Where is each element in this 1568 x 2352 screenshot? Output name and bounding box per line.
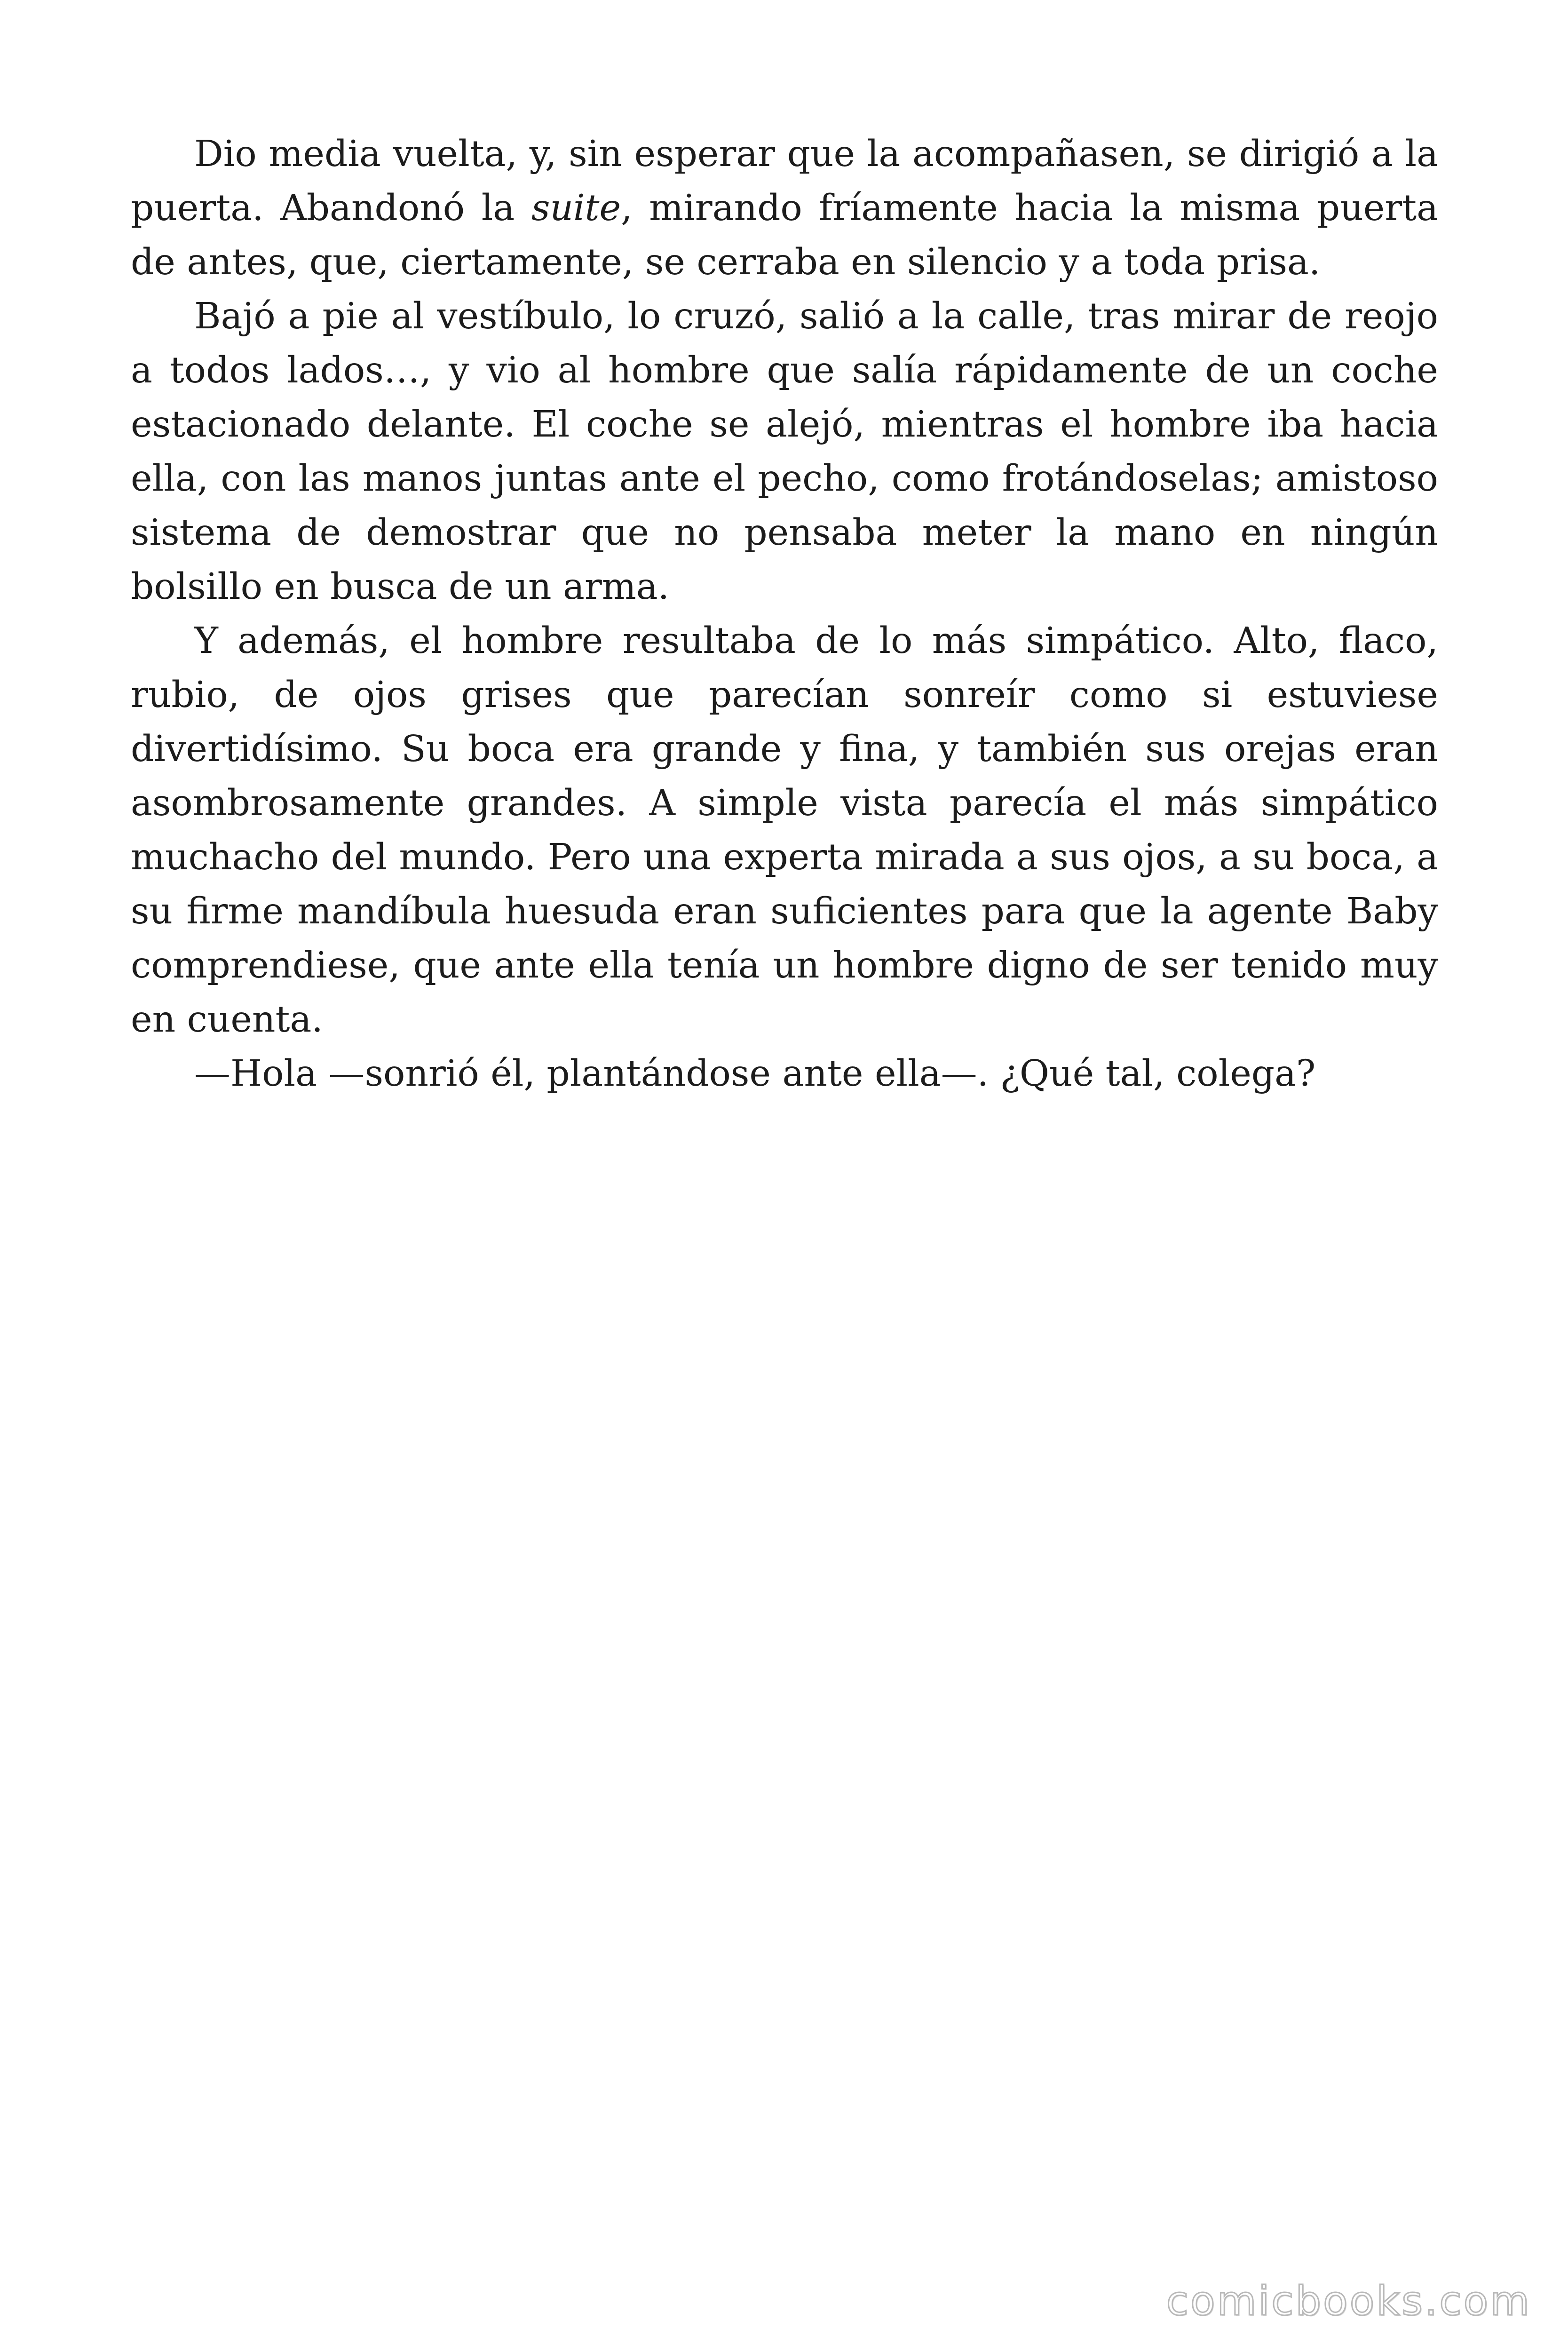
page-body — [131, 127, 1438, 1101]
paragraph-3: Y además, el hombre resultaba de lo más simpático. Alto, flaco, rubio, de ojos grises que parecían sonreír como si estuviese divertidísimo. Su boca era grande y fina, y también sus orejas eran asombrosamente grandes. A simple vista parecía el más simpático muchacho del mundo. Pero una experta mirada a sus ojos, a su boca, a su firme mandíbula huesuda eran suficientes para que la agente Baby comprendiese, que ante ella tenía un hombre digno de ser tenido muy en cuenta. — [131, 620, 1438, 1041]
paragraph-2: Bajó a pie al vestíbulo, lo cruzó, salió a la calle, tras mirar de reojo a todos lados…, y vio al hombre que salía rápidamente de un coche estacionado delante. El coche se alejó, mientras el hombre iba hacia ella, con las manos juntas ante el pecho, como frotándoselas; amistoso sistema de demostrar que no pensaba meter la mano en ningún bolsillo en busca de un arma. — [131, 295, 1438, 608]
watermark: comicbooks.com — [1166, 2278, 1531, 2325]
italic-word-suite: suite — [531, 187, 621, 229]
paragraph-1 — [131, 127, 1438, 289]
paragraph-4-dialogue: —Hola —sonrió él, plantándose ante ella—. ¿Qué tal, colega? — [194, 1053, 1316, 1095]
paragraph-1-text-end: , mirando fríamente hacia la misma puerta de antes, que, ciertamente, se cerraba en silencio y a toda prisa. — [131, 187, 1438, 283]
paragraph-1-text-start: Dio media vuelta, y, sin esperar que la acompañasen, se dirigió a la puerta. Abandonó la — [131, 133, 1438, 229]
